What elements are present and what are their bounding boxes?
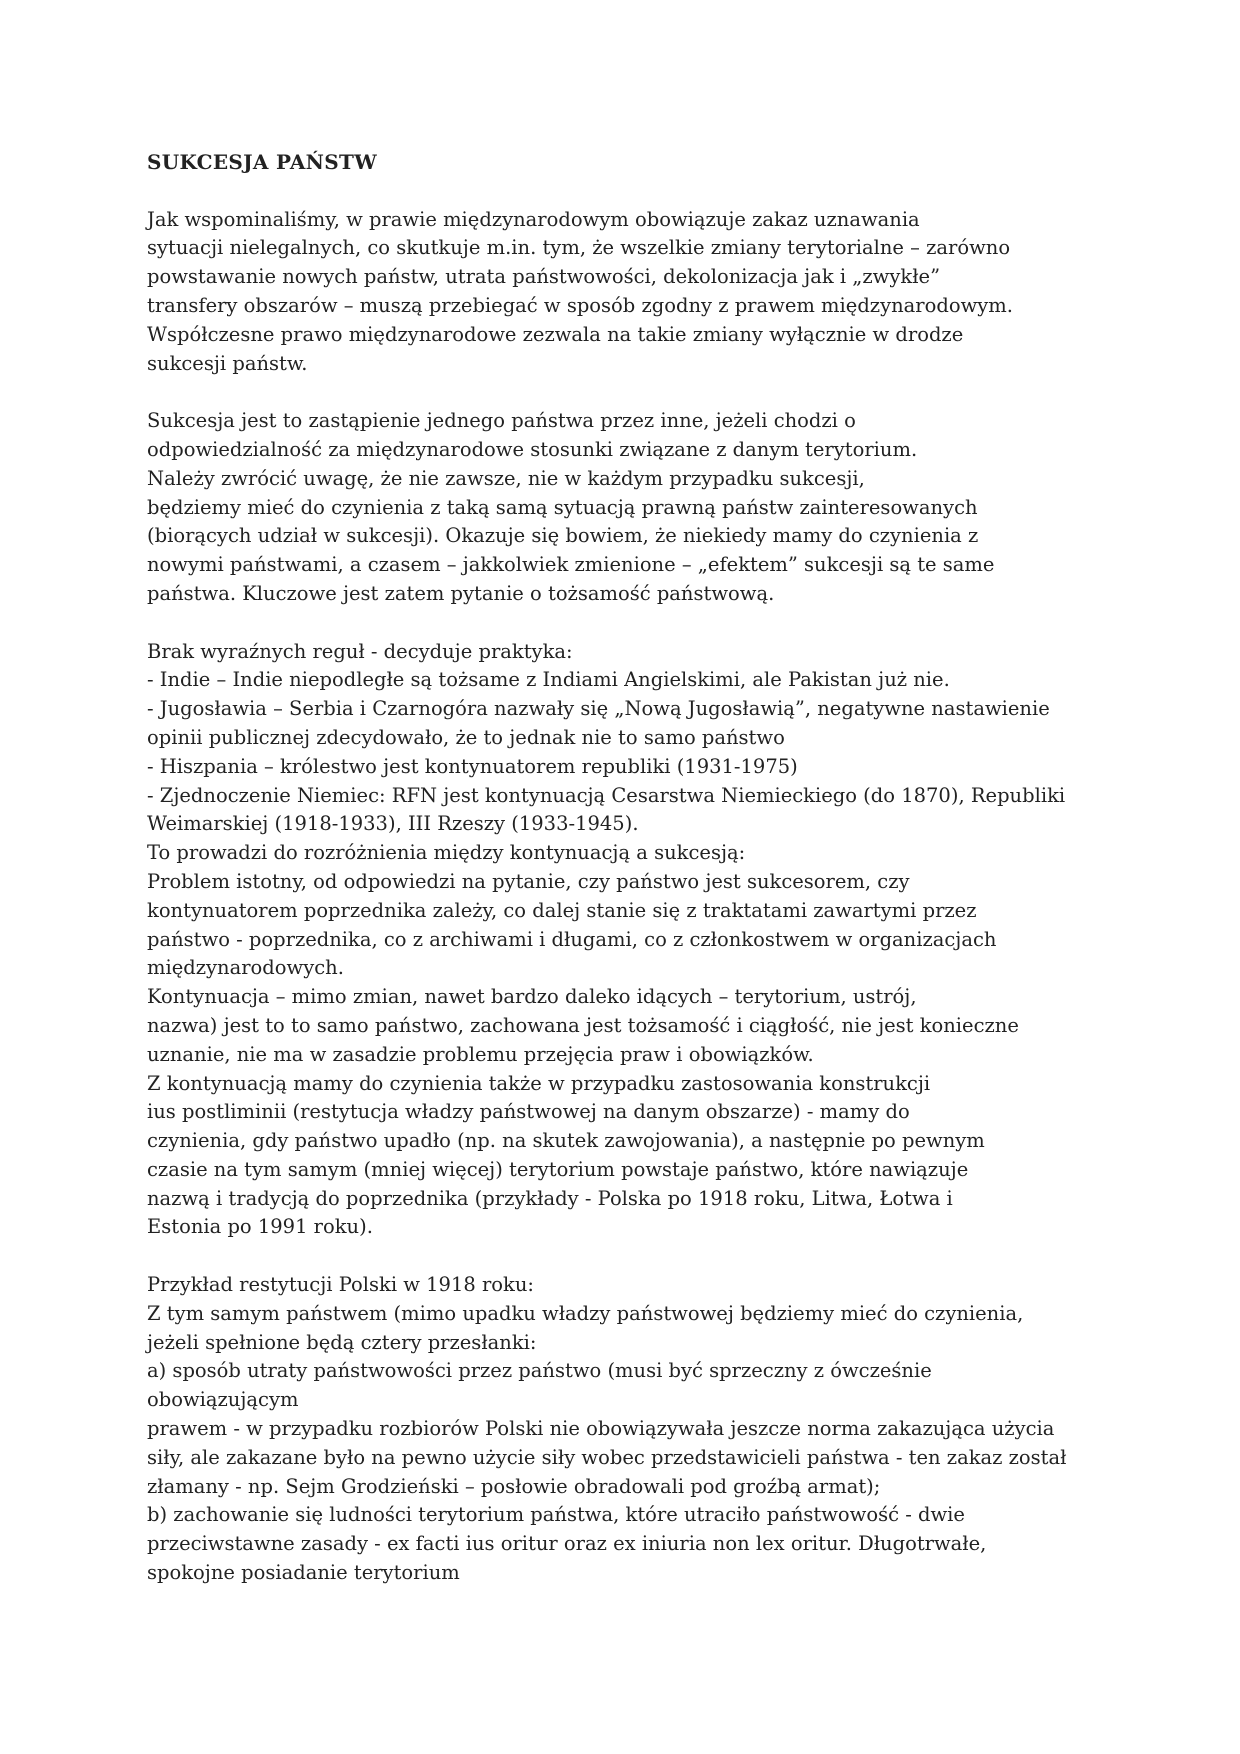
text-line: prawem - w przypadku rozbiorów Polski nie obowiązywała jeszcze norma zakazująca użycia: [147, 1417, 1055, 1441]
document-title: SUKCESJA PAŃSTW: [147, 150, 377, 174]
text-line: Weimarskiej (1918-1933), III Rzeszy (1933-1945).: [147, 812, 639, 836]
paragraph-1: [147, 206, 1097, 379]
spacer: [147, 609, 1097, 638]
text-line: b) zachowanie się ludności terytorium państwa, które utraciło państwowość - dwie: [147, 1503, 965, 1527]
text-line: ius postliminii (restytucja władzy państwowej na danym obszarze) - mamy do: [147, 1100, 910, 1124]
text-line: powstawanie nowych państw, utrata państwowości, dekolonizacja jak i „zwykłe”: [147, 265, 941, 289]
text-line: sytuacji nielegalnych, co skutkuje m.in. tym, że wszelkie zmiany terytorialne – zarówno: [147, 236, 1011, 260]
text-line: obowiązującym: [147, 1388, 299, 1412]
text-line: jeżeli spełnione będą cztery przesłanki:: [147, 1330, 537, 1354]
text-line: (biorących udział w sukcesji). Okazuje się bowiem, że niekiedy mamy do czynienia z: [147, 524, 979, 548]
text-line: Problem istotny, od odpowiedzi na pytanie, czy państwo jest sukcesorem, czy: [147, 869, 910, 893]
text-line: będziemy mieć do czynienia z taką samą sytuacją prawną państw zainteresowanych: [147, 495, 978, 519]
text-line: międzynarodowych.: [147, 956, 344, 980]
paragraph-3: [147, 638, 1097, 1243]
document-page: [147, 148, 1097, 1588]
text-line: kontynuatorem poprzednika zależy, co dalej stanie się z traktatami zawartymi przez: [147, 898, 977, 922]
spacer: [147, 1242, 1097, 1271]
text-line: uznanie, nie ma w zasadzie problemu przejęcia praw i obowiązków.: [147, 1042, 814, 1066]
text-line: Z tym samym państwem (mimo upadku władzy państwowej będziemy mieć do czynienia,: [147, 1301, 1024, 1325]
text-line: sukcesji państw.: [147, 351, 308, 375]
text-line: - Jugosławia – Serbia i Czarnogóra nazwały się „Nową Jugosławią”, negatywne nastawienie: [147, 697, 1050, 721]
text-line: Estonia po 1991 roku).: [147, 1215, 373, 1239]
text-line: państwo - poprzednika, co z archiwami i długami, co z członkostwem w organizacjach: [147, 927, 997, 951]
text-line: Jak wspominaliśmy, w prawie międzynarodowym obowiązuje zakaz uznawania: [147, 207, 920, 231]
text-line: spokojne posiadanie terytorium: [147, 1561, 460, 1585]
text-line: Kontynuacja – mimo zmian, nawet bardzo daleko idących – terytorium, ustrój,: [147, 985, 917, 1009]
text-line: Współczesne prawo międzynarodowe zezwala na takie zmiany wyłącznie w drodze: [147, 322, 964, 346]
spacer: [147, 177, 1097, 206]
text-line: opinii publicznej zdecydowało, że to jednak nie to samo państwo: [147, 725, 785, 749]
text-line: siły, ale zakazane było na pewno użycie siły wobec przedstawicieli państwa - ten zakaz został: [147, 1445, 1067, 1469]
text-line: a) sposób utraty państwowości przez państwo (musi być sprzeczny z ówcześnie: [147, 1359, 932, 1383]
text-line: czynienia, gdy państwo upadło (np. na skutek zawojowania), a następnie po pewnym: [147, 1129, 985, 1153]
text-line: To prowadzi do rozróżnienia między kontynuacją a sukcesją:: [147, 841, 746, 865]
text-line: transfery obszarów – muszą przebiegać w sposób zgodny z prawem międzynarodowym.: [147, 293, 1013, 317]
text-line: Brak wyraźnych reguł - decyduje praktyka:: [147, 639, 573, 663]
text-line: państwa. Kluczowe jest zatem pytanie o tożsamość państwową.: [147, 581, 775, 605]
text-line: złamany - np. Sejm Grodzieński – posłowie obradowali pod groźbą armat);: [147, 1474, 881, 1498]
text-line: - Indie – Indie niepodległe są tożsame z Indiami Angielskimi, ale Pakistan już nie.: [147, 668, 950, 692]
text-line: nowymi państwami, a czasem – jakkolwiek zmienione – „efektem” sukcesji są te same: [147, 553, 995, 577]
text-line: Należy zwrócić uwagę, że nie zawsze, nie w każdym przypadku sukcesji,: [147, 466, 865, 490]
text-line: czasie na tym samym (mniej więcej) terytorium powstaje państwo, które nawiązuje: [147, 1157, 969, 1181]
text-line: - Hiszpania – królestwo jest kontynuatorem republiki (1931-1975): [147, 754, 798, 778]
text-line: Z kontynuacją mamy do czynienia także w przypadku zastosowania konstrukcji: [147, 1071, 931, 1095]
text-line: nazwą i tradycją do poprzednika (przykłady - Polska po 1918 roku, Litwa, Łotwa i: [147, 1186, 953, 1210]
text-line: odpowiedzialność za międzynarodowe stosunki związane z danym terytorium.: [147, 437, 918, 461]
paragraph-4: [147, 1271, 1097, 1588]
text-line: - Zjednoczenie Niemiec: RFN jest kontynuacją Cesarstwa Niemieckiego (do 1870), Republiki: [147, 783, 1066, 807]
text-line: nazwa) jest to to samo państwo, zachowana jest tożsamość i ciągłość, nie jest konieczne: [147, 1013, 1019, 1037]
text-line: Przykład restytucji Polski w 1918 roku:: [147, 1273, 534, 1297]
spacer: [147, 378, 1097, 407]
text-line: przeciwstawne zasady - ex facti ius oritur oraz ex iniuria non lex oritur. Długotrwałe,: [147, 1532, 987, 1556]
text-line: Sukcesja jest to zastąpienie jednego państwa przez inne, jeżeli chodzi o: [147, 409, 856, 433]
paragraph-2: [147, 407, 1097, 609]
